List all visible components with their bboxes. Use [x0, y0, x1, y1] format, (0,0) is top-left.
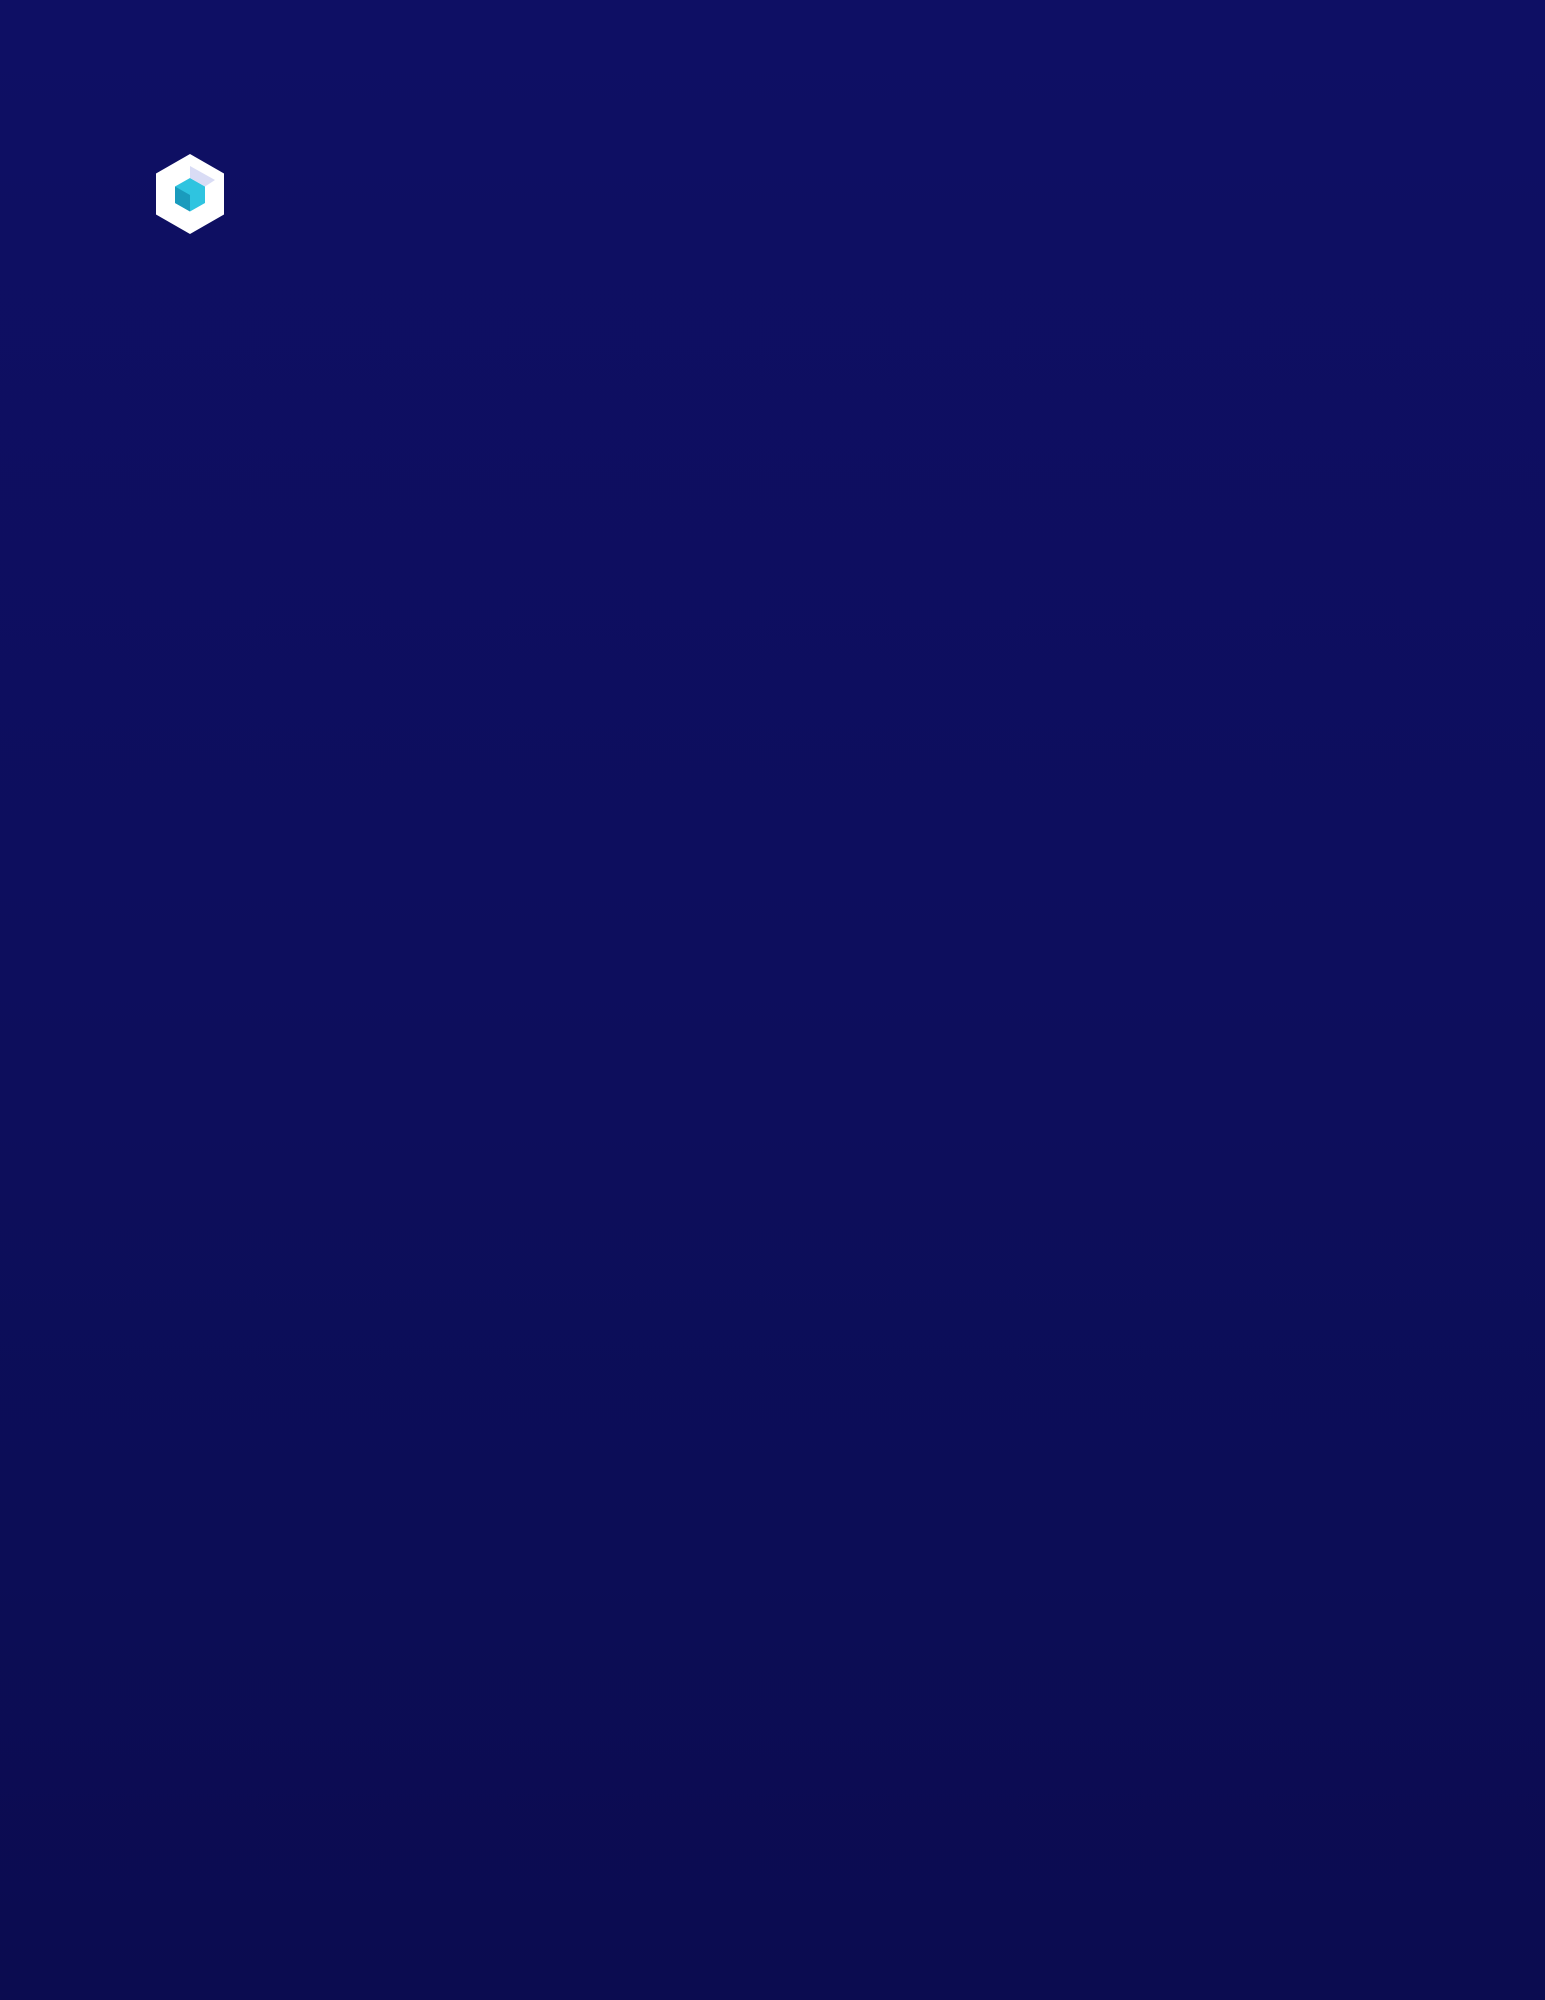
hexagon-logo-icon — [153, 152, 227, 236]
brand-logo — [153, 152, 257, 236]
